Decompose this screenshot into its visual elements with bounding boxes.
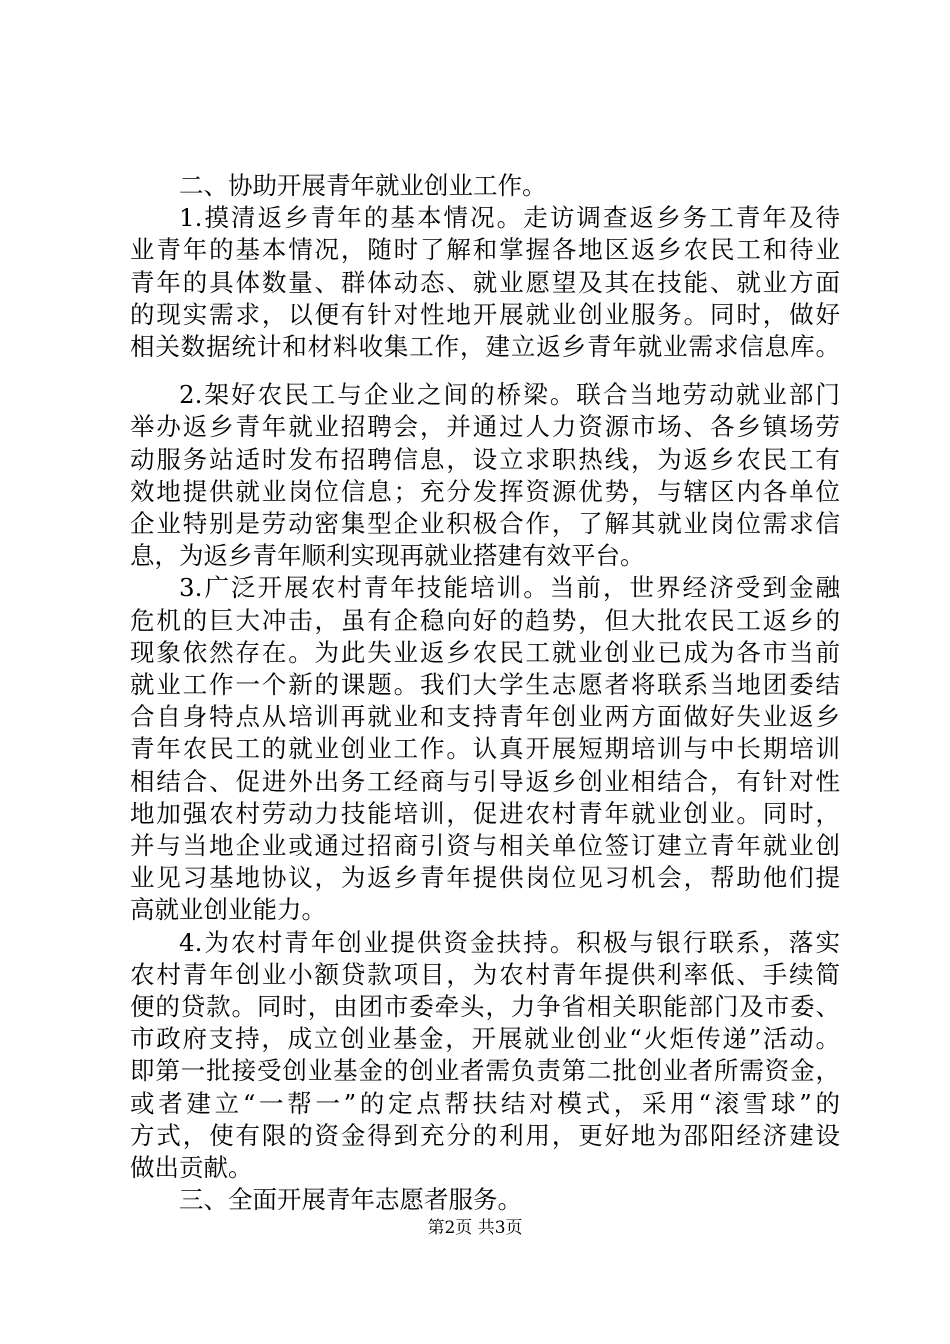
paragraph-line: 2.架好农民工与企业之间的桥梁。联合当地劳动就业部门 <box>179 380 840 409</box>
paragraph-line: 业青年的基本情况，随时了解和掌握各地区返乡农民工和待业 <box>130 235 840 264</box>
paragraph-line: 方式，使有限的资金得到充分的利用，更好地为邵阳经济建设 <box>130 1121 840 1150</box>
paragraph-line: 3.广泛开展农村青年技能培训。当前，世界经济受到金融 <box>179 573 840 602</box>
paragraph-line: 并与当地企业或通过招商引资与相关单位签订建立青年就业创 <box>130 831 840 860</box>
section-heading: 二、协助开展青年就业创业工作。 <box>179 171 547 200</box>
paragraph-line: 即第一批接受创业基金的创业者需负责第二批创业者所需资金， <box>130 1056 840 1085</box>
paragraph-line: 高就业创业能力。 <box>130 895 326 924</box>
paragraph-line: 青年的具体数量、群体动态、就业愿望及其在技能、就业方面 <box>130 268 840 297</box>
paragraph-line: 地加强农村劳动力技能培训，促进农村青年就业创业。同时， <box>130 799 840 828</box>
paragraph-line: 现象依然存在。为此失业返乡农民工就业创业已成为各市当前 <box>130 638 840 667</box>
paragraph-line: 市政府支持，成立创业基金，开展就业创业“火炬传递”活动。 <box>130 1024 840 1053</box>
paragraph-line: 危机的巨大冲击，虽有企稳向好的趋势，但大批农民工返乡的 <box>130 606 840 635</box>
paragraph-line: 业见习基地协议，为返乡青年提供岗位见习机会，帮助他们提 <box>130 863 840 892</box>
paragraph-line: 1.摸清返乡青年的基本情况。走访调查返乡务工青年及待 <box>179 203 840 232</box>
paragraph-line: 就业工作一个新的课题。我们大学生志愿者将联系当地团委结 <box>130 670 840 699</box>
paragraph-line: 动服务站适时发布招聘信息，设立求职热线，为返乡农民工有 <box>130 445 840 474</box>
paragraph-line: 的现实需求，以便有针对性地开展就业创业服务。同时，做好 <box>130 300 840 329</box>
section-heading: 三、全面开展青年志愿者服务。 <box>179 1185 522 1214</box>
page-number-footer: 第2页 共3页 <box>427 1218 523 1238</box>
paragraph-line: 做出贡献。 <box>130 1153 253 1182</box>
paragraph-line: 效地提供就业岗位信息；充分发挥资源优势，与辖区内各单位 <box>130 477 840 506</box>
paragraph-line: 举办返乡青年就业招聘会，并通过人力资源市场、各乡镇场劳 <box>130 412 840 441</box>
paragraph-line: 息，为返乡青年顺利实现再就业搭建有效平台。 <box>130 541 645 570</box>
paragraph-line: 相关数据统计和材料收集工作，建立返乡青年就业需求信息库。 <box>130 332 840 361</box>
paragraph-line: 企业特别是劳动密集型企业积极合作，了解其就业岗位需求信 <box>130 509 840 538</box>
paragraph-line: 便的贷款。同时，由团市委牵头，力争省相关职能部门及市委、 <box>130 992 840 1021</box>
paragraph-line: 合自身特点从培训再就业和支持青年创业两方面做好失业返乡 <box>130 702 840 731</box>
paragraph-line: 4.为农村青年创业提供资金扶持。积极与银行联系，落实 <box>179 928 840 957</box>
paragraph-line: 相结合、促进外出务工经商与引导返乡创业相结合，有针对性 <box>130 767 840 796</box>
paragraph-line: 农村青年创业小额贷款项目，为农村青年提供利率低、手续简 <box>130 960 840 989</box>
paragraph-line: 或者建立“一帮一”的定点帮扶结对模式，采用“滚雪球”的 <box>130 1089 840 1118</box>
paragraph-line: 青年农民工的就业创业工作。认真开展短期培训与中长期培训 <box>130 734 840 763</box>
